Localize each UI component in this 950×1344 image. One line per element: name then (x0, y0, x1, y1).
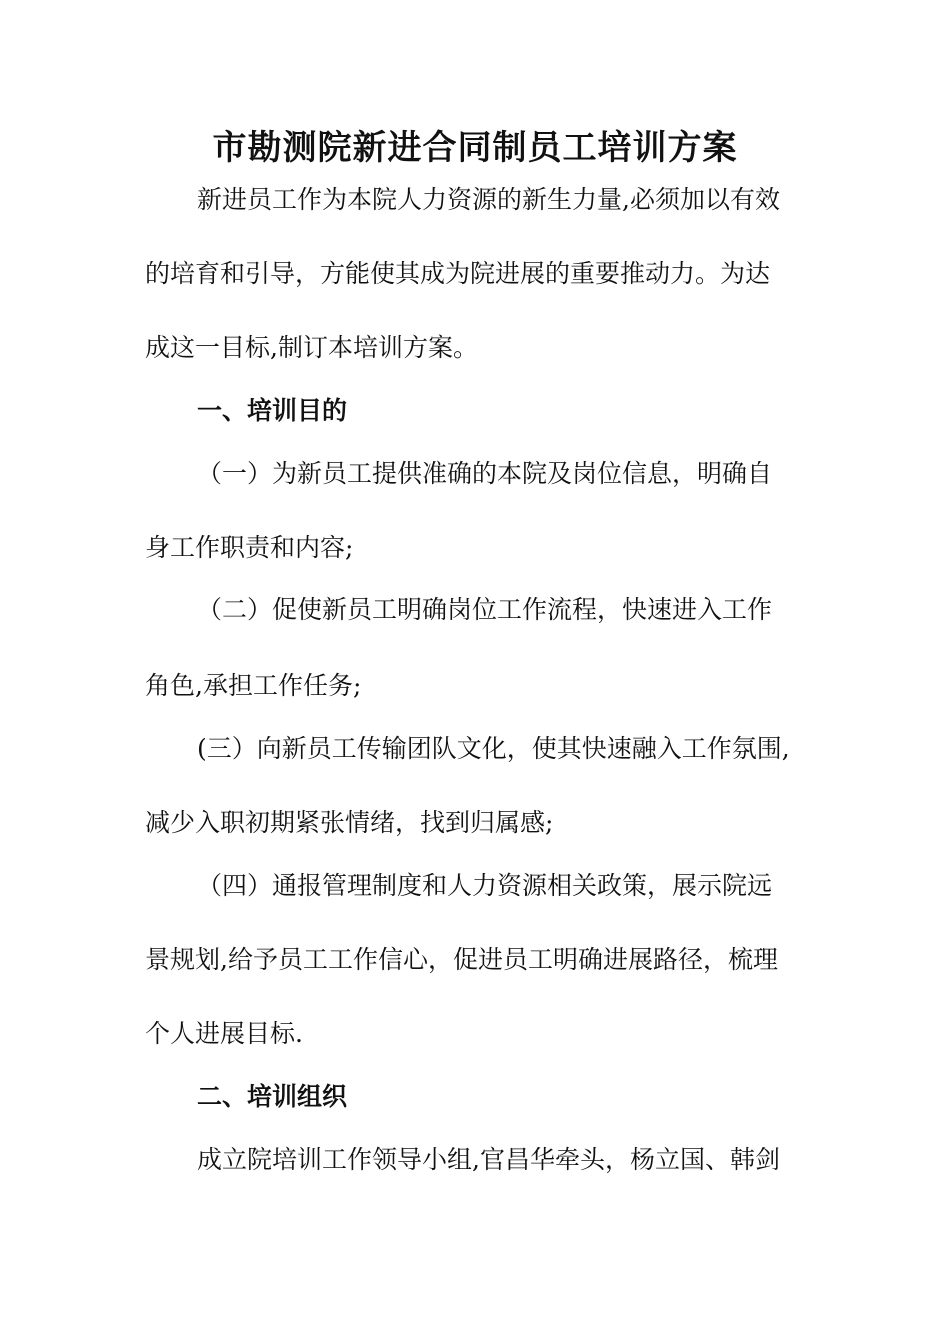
paragraph-intro-line-1: 新进员工作为本院人力资源的新生力量,必须加以有效 (197, 185, 780, 214)
organization-paragraph-line-1: 成立院培训工作领导小组,官昌华牵头，杨立国、韩剑 (197, 1145, 780, 1174)
purpose-item-1-line-2: 身工作职责和内容; (145, 533, 354, 562)
purpose-item-1-line-1: （一）为新员工提供准确的本院及岗位信息，明确自 (197, 459, 773, 488)
purpose-item-3-line-1: (三）向新员工传输团队文化，使其快速融入工作氛围, (197, 734, 790, 763)
paragraph-intro-line-2: 的培育和引导，方能使其成为院进展的重要推动力。为达 (145, 259, 771, 288)
purpose-item-4-line-2: 景规划,给予员工工作信心，促进员工明确进展路径，梳理 (145, 945, 778, 974)
purpose-item-3-line-2: 减少入职初期紧张情绪，找到归属感; (145, 808, 554, 837)
document-title: 市勘测院新进合同制员工培训方案 (212, 128, 738, 168)
purpose-item-4-line-1: （四）通报管理制度和人力资源相关政策，展示院远 (197, 871, 773, 900)
purpose-item-4-line-3: 个人进展目标. (145, 1019, 303, 1048)
section-heading-organization: 二、培训组织 (197, 1082, 348, 1111)
paragraph-intro-line-3: 成这一目标,制订本培训方案。 (145, 333, 478, 362)
section-heading-purpose: 一、培训目的 (197, 396, 348, 425)
purpose-item-2-line-1: （二）促使新员工明确岗位工作流程，快速进入工作 (197, 595, 773, 624)
purpose-item-2-line-2: 角色,承担工作任务; (145, 671, 362, 700)
